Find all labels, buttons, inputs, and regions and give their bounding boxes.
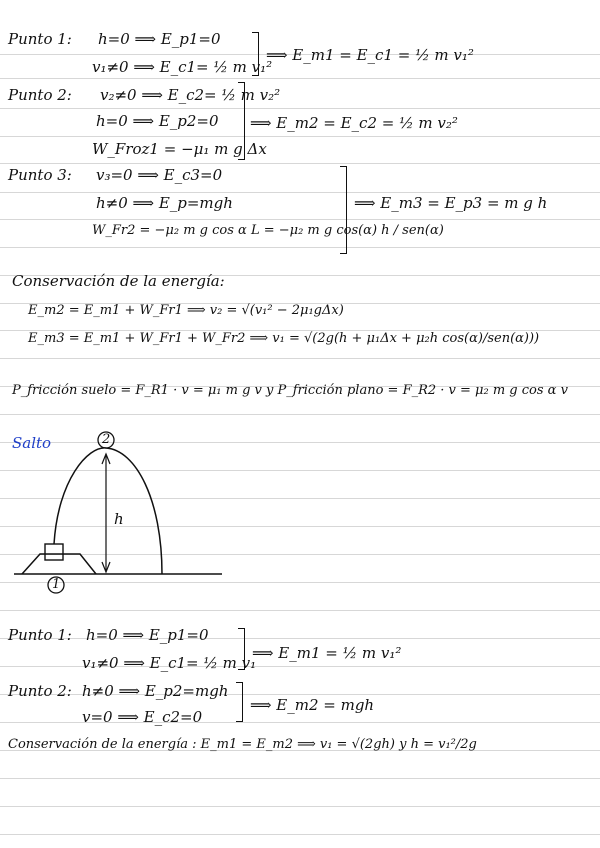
ruled-line — [0, 834, 600, 835]
ruled-line — [0, 610, 600, 611]
conservation-eq1: E_m2 = E_m1 + W_Fr1 ⟹ v₂ = √(v₁² − 2μ₁gΔx) — [28, 303, 344, 318]
point1-line1: h=0 ⟹ E_p1=0 — [98, 30, 221, 48]
brace-jump-point1 — [238, 628, 245, 670]
ruled-line — [0, 163, 600, 164]
point1-label: Punto 1: — [8, 30, 72, 48]
conservation-eq2: E_m3 = E_m1 + W_Fr1 + W_Fr2 ⟹ v₁ = √(2g(h + μ₁Δx + μ₂h cos(α)/sen(α))) — [28, 331, 540, 346]
salto-title: Salto — [12, 434, 52, 452]
diagram-point2-label: 2 — [102, 432, 111, 447]
point2-line2: h=0 ⟹ E_p2=0 — [96, 112, 219, 130]
jump-point2-result: ⟹ E_m2 = mgh — [250, 696, 375, 714]
jump-point2-line1: h≠0 ⟹ E_p2=mgh — [82, 682, 229, 700]
conservation-title: Conservación de la energía: — [12, 272, 225, 290]
point2-line3: W_Froz1 = −μ₁ m g Δx — [92, 140, 267, 158]
power-line: P_fricción suelo = F_R1 · v = μ₁ m g v y P_fricción plano = F_R2 · v = μ₂ m g cos α v — [12, 383, 568, 398]
brace-jump-point2 — [236, 682, 243, 722]
point3-result: ⟹ E_m3 = E_p3 = m g h — [354, 194, 548, 212]
jump-point2-line2: v=0 ⟹ E_c2=0 — [82, 708, 203, 726]
point3-line2: h≠0 ⟹ E_p=mgh — [96, 194, 233, 212]
brace-point1 — [252, 32, 259, 76]
ruled-line — [0, 108, 600, 109]
jump-point1-line2: v₁≠0 ⟹ E_c1= ½ m v₁ — [82, 654, 257, 672]
point3-line1: v₃=0 ⟹ E_c3=0 — [96, 166, 223, 184]
box-shape — [45, 544, 63, 560]
point1-result: ⟹ E_m1 = E_c1 = ½ m v₁² — [266, 46, 474, 64]
ruled-line — [0, 247, 600, 248]
point1-line2: v₁≠0 ⟹ E_c1= ½ m v₁² — [92, 58, 273, 76]
brace-point2 — [238, 82, 245, 160]
ruled-line — [0, 806, 600, 807]
trajectory-arc — [54, 448, 162, 574]
jump-conservation: Conservación de la energía : E_m1 = E_m2 ⟹ v₁ = √(2gh) y h = v₁²/2g — [8, 737, 477, 752]
ruled-line — [0, 136, 600, 137]
jump-point1-line1: h=0 ⟹ E_p1=0 — [86, 626, 209, 644]
point2-result: ⟹ E_m2 = E_c2 = ½ m v₂² — [250, 114, 458, 132]
ruled-line — [0, 414, 600, 415]
ruled-line — [0, 358, 600, 359]
ruled-line — [0, 192, 600, 193]
ruled-line — [0, 219, 600, 220]
diagram-height-label: h — [114, 510, 124, 528]
ruled-line — [0, 78, 600, 79]
brace-point3 — [340, 166, 347, 254]
point3-label: Punto 3: — [8, 166, 72, 184]
point2-label: Punto 2: — [8, 86, 72, 104]
point2-line1: v₂≠0 ⟹ E_c2= ½ m v₂² — [100, 86, 281, 104]
diagram-point1-label: 1 — [52, 577, 61, 592]
jump-point2-label: Punto 2: — [8, 682, 72, 700]
point3-line3: W_Fr2 = −μ₂ m g cos α L = −μ₂ m g cos(α) h / sen(α) — [92, 223, 444, 238]
jump-point1-result: ⟹ E_m1 = ½ m v₁² — [252, 644, 402, 662]
jump-point1-label: Punto 1: — [8, 626, 72, 644]
ruled-line — [0, 778, 600, 779]
platform — [22, 554, 96, 574]
